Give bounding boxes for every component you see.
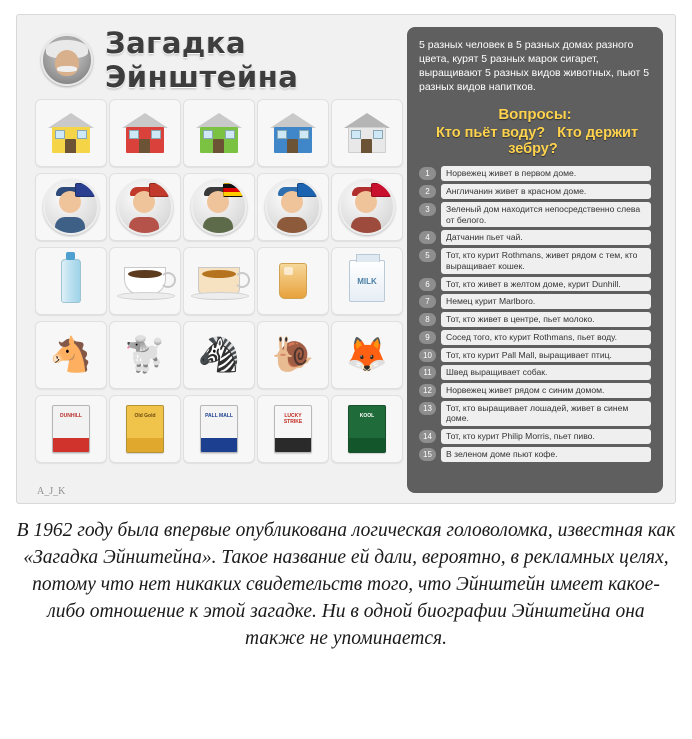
dunhill-pack-icon	[52, 405, 90, 453]
clue-text: Норвежец живет в первом доме.	[441, 166, 651, 181]
person-cell-swede	[257, 173, 329, 241]
green-house-icon	[196, 113, 242, 153]
list-item	[419, 248, 651, 273]
kool-pack-icon	[348, 405, 386, 453]
list-item	[419, 166, 651, 181]
clue-text: Тот, кто курит Rothmans, живет рядом с тем, кто выращивает кошек.	[441, 248, 651, 273]
clue-text: Норвежец живет рядом с синим домом.	[441, 383, 651, 398]
cigarette-cell-old-gold	[109, 395, 181, 463]
clue-number: 6	[419, 278, 436, 291]
beer-glass-icon	[279, 263, 307, 299]
clue-text: В зеленом доме пьют кофе.	[441, 447, 651, 462]
pack-brand-label: DUNHILL	[60, 413, 82, 419]
clue-number: 12	[419, 384, 436, 397]
pack-brand-label: Old Gold	[134, 413, 156, 419]
pack-brand-label: PALL MALL	[205, 413, 233, 419]
list-item	[419, 230, 651, 245]
clue-number: 7	[419, 295, 436, 308]
person-cell-dane	[109, 173, 181, 241]
clue-number: 8	[419, 313, 436, 326]
riddle-intro-text: 5 разных человек в 5 разных домах разного цвета, курят 5 разных марок сигарет, выращивают 5 разных видов животных, пьют 5 разных видов напитков.	[419, 39, 650, 93]
poster-right-column	[407, 27, 663, 493]
clue-number: 13	[419, 402, 436, 415]
questions-heading: Вопросы:	[498, 106, 572, 124]
person-cell-norwegian	[331, 173, 403, 241]
clue-text: Англичанин живет в красном доме.	[441, 184, 651, 199]
caption-text: В 1962 году была впервые опубликована логическая головоломка, известная как «Загадка Эйнштейна». Такое название ей дали, вероятно, в рекламных целях, потому что нет никаких свидетельств того, что Эйнштейн имеет какое-либо отношение к этой загадке. Ни в одной биографии Эйнштейна она также не упоминается.	[16, 520, 676, 649]
drink-cell-coffee	[109, 247, 181, 315]
cigarette-cell-kool	[331, 395, 403, 463]
norway-flag-icon	[371, 183, 391, 197]
horse-icon: 🐴	[49, 336, 93, 374]
englishman-icon	[43, 179, 99, 235]
house-cell-green	[183, 99, 255, 167]
animal-cell-fox	[331, 321, 403, 389]
coffee-cup-icon	[124, 267, 166, 295]
list-item	[419, 401, 651, 426]
animal-cell-horse	[35, 321, 107, 389]
page-title: Загадка Эйнштейна	[105, 26, 299, 94]
old-gold-pack-icon	[126, 405, 164, 453]
house-cell-blue	[257, 99, 329, 167]
zebra-icon: 🦓	[197, 336, 241, 374]
pall-mall-pack-icon	[200, 405, 238, 453]
cigarette-cell-dunhill	[35, 395, 107, 463]
germany-flag-icon	[223, 183, 243, 197]
clue-number: 9	[419, 331, 436, 344]
red-house-icon	[122, 113, 168, 153]
clue-number: 4	[419, 231, 436, 244]
list-item	[419, 429, 651, 444]
clue-text: Сосед того, кто курит Rothmans, пьет воду.	[441, 330, 651, 345]
clue-number: 5	[419, 249, 436, 262]
animal-cell-zebra	[183, 321, 255, 389]
pack-brand-label: KOOL	[359, 413, 375, 419]
riddle-panel	[407, 27, 663, 493]
blue-house-icon	[270, 113, 316, 153]
swede-icon	[265, 179, 321, 235]
animal-cell-snail	[257, 321, 329, 389]
author-signature: A_J_K	[37, 486, 66, 497]
white-house-icon	[344, 113, 390, 153]
list-item	[419, 365, 651, 380]
clue-number: 14	[419, 430, 436, 443]
clue-text: Зеленый дом находится непосредственно слева от белого.	[441, 202, 651, 227]
list-item	[419, 447, 651, 462]
drink-cell-beer	[257, 247, 329, 315]
einstein-riddle-poster	[16, 14, 676, 504]
tea-glass-icon	[198, 267, 240, 295]
clue-number: 3	[419, 203, 436, 216]
fox-icon: 🦊	[345, 336, 389, 374]
list-item	[419, 294, 651, 309]
milk-carton-icon: MILK	[349, 260, 385, 302]
poster-header	[29, 27, 397, 93]
yellow-house-icon	[48, 113, 94, 153]
list-item	[419, 312, 651, 327]
animal-cell-dog	[109, 321, 181, 389]
denmark-flag-icon	[149, 183, 169, 197]
clue-text: Датчанин пьет чай.	[441, 230, 651, 245]
icon-grid	[29, 99, 397, 461]
list-item	[419, 184, 651, 199]
house-cell-red	[109, 99, 181, 167]
clue-list	[419, 166, 651, 461]
pack-brand-label: LUCKY STRIKE	[283, 413, 303, 425]
poster-left-column	[29, 26, 397, 497]
water-bottle-icon	[61, 259, 81, 303]
clue-text: Швед выращивает собак.	[441, 365, 651, 380]
person-cell-german	[183, 173, 255, 241]
drink-cell-water	[35, 247, 107, 315]
questions-line	[419, 125, 651, 157]
clue-text: Тот, кто живет в центре, пьет молоко.	[441, 312, 651, 327]
drink-cell-milk	[331, 247, 403, 315]
sweden-flag-icon	[297, 183, 317, 197]
list-item	[419, 277, 651, 292]
person-cell-englishman	[35, 173, 107, 241]
house-cell-white	[331, 99, 403, 167]
norwegian-icon	[339, 179, 395, 235]
clue-text: Тот, кто живет в желтом доме, курит Dunhill.	[441, 277, 651, 292]
cigarette-cell-lucky-strike	[257, 395, 329, 463]
clue-number: 11	[419, 366, 436, 379]
cigarette-cell-pall-mall	[183, 395, 255, 463]
lucky-strike-pack-icon	[274, 405, 312, 453]
question-water: Кто пьёт воду?	[435, 125, 546, 142]
list-item	[419, 330, 651, 345]
dane-icon	[117, 179, 173, 235]
clue-number: 1	[419, 167, 436, 180]
clue-text: Тот, кто выращивает лошадей, живет в синем доме.	[441, 401, 651, 426]
dog-icon: 🐩	[123, 336, 167, 374]
list-item	[419, 348, 651, 363]
einstein-portrait-avatar	[41, 34, 93, 86]
german-icon	[191, 179, 247, 235]
clue-text: Немец курит Marlboro.	[441, 294, 651, 309]
clue-text: Тот, кто курит Pall Mall, выращивает птиц.	[441, 348, 651, 363]
drink-cell-tea	[183, 247, 255, 315]
question-zebra: Кто держит зебру?	[508, 125, 639, 158]
clue-number: 2	[419, 185, 436, 198]
list-item	[419, 383, 651, 398]
uk-flag-icon	[75, 183, 95, 197]
house-cell-yellow	[35, 99, 107, 167]
clue-number: 15	[419, 448, 436, 461]
list-item	[419, 202, 651, 227]
clue-text: Тот, кто курит Philip Morris, пьет пиво.	[441, 429, 651, 444]
snail-icon: 🐌	[271, 336, 315, 374]
clue-number: 10	[419, 349, 436, 362]
